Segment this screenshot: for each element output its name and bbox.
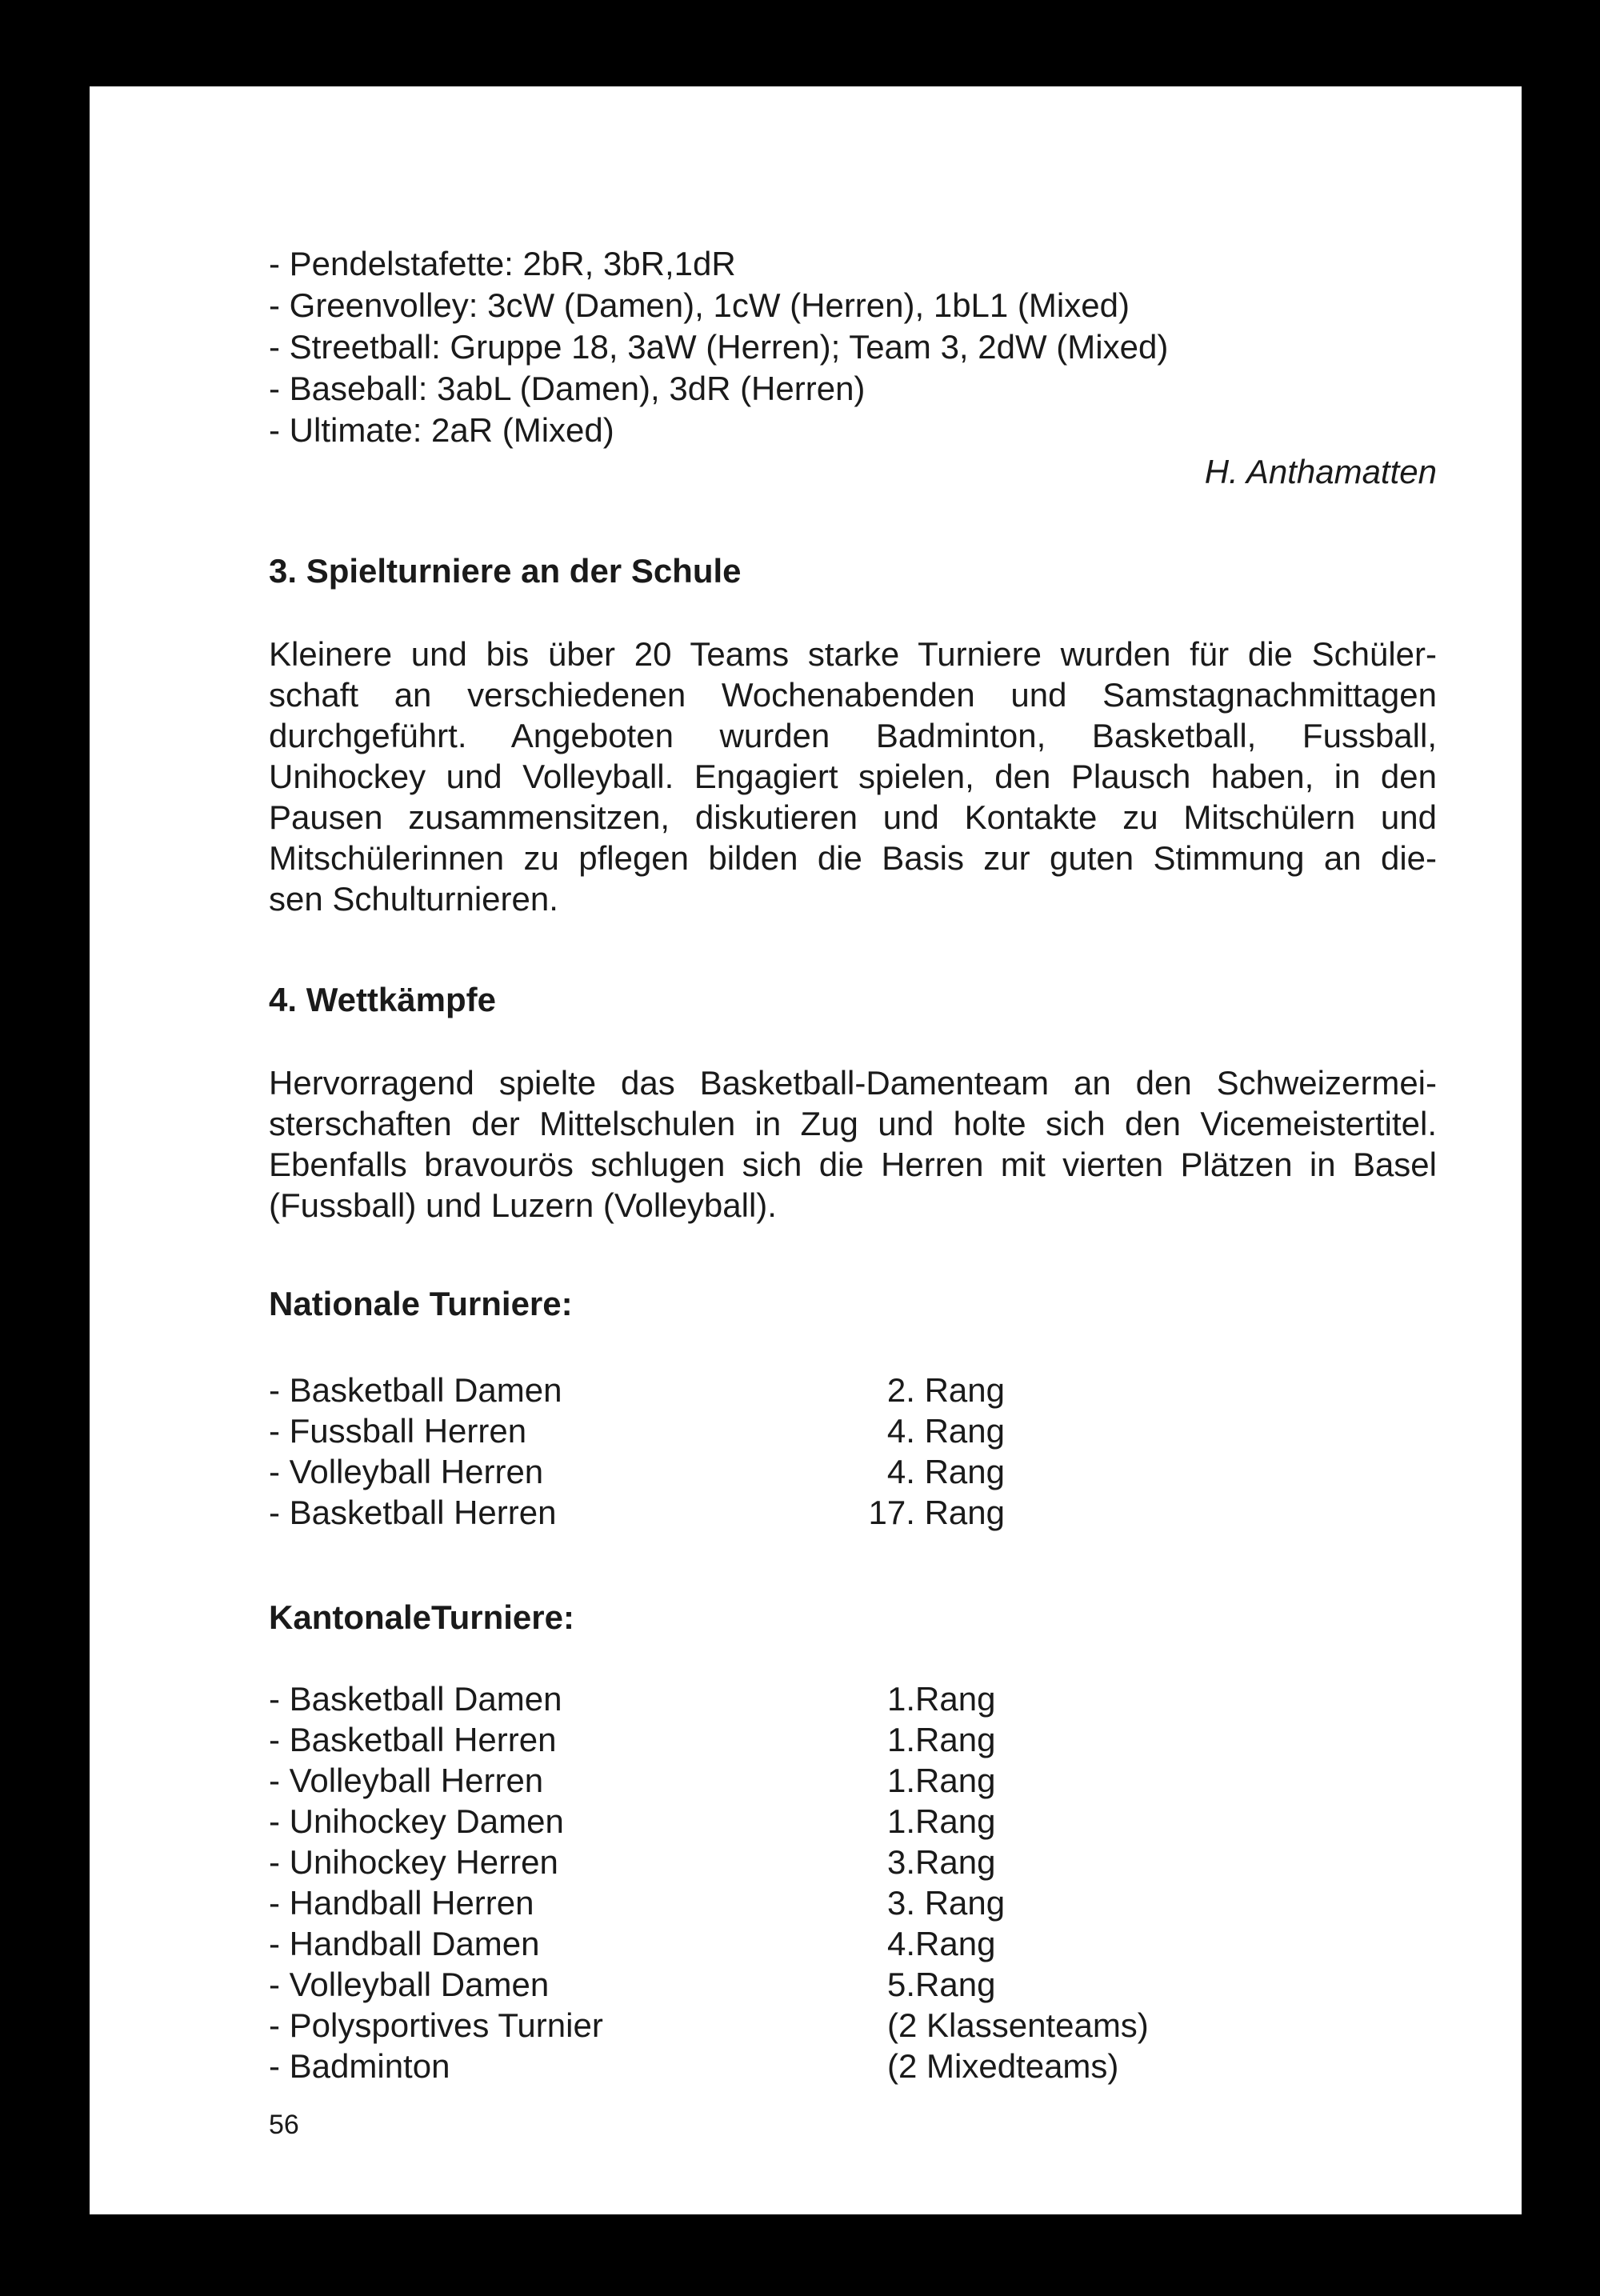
team-rank: (2 Klassenteams) xyxy=(887,2006,1149,2044)
team-rank: 2. Rang xyxy=(886,1371,1005,1409)
team-rank: 17. Rang xyxy=(868,1494,1005,1531)
section-heading: 4. Wettkämpfe xyxy=(269,981,496,1018)
paragraph-line: schaft an verschiedenen Wochenabenden und Samstagnachmittagen xyxy=(269,676,1437,714)
team-name: - Polysportives Turnier xyxy=(269,2006,603,2044)
team-rank: 1.Rang xyxy=(887,1762,996,1799)
team-name: - Basketball Damen xyxy=(269,1371,562,1409)
paragraph-line: Ebenfalls bravourös schlugen sich die Herren mit vierten Plätzen in Basel xyxy=(269,1146,1437,1183)
result-row xyxy=(269,1882,1437,1923)
result-row xyxy=(269,1370,1437,1410)
result-row xyxy=(269,1923,1437,1964)
paragraph xyxy=(269,634,1437,919)
result-row xyxy=(269,1801,1437,1842)
subsection-heading: KantonaleTurniere: xyxy=(269,1598,574,1636)
team-rank: 1.Rang xyxy=(887,1802,996,1840)
result-row xyxy=(269,1842,1437,1882)
team-name: - Handball Damen xyxy=(269,1925,540,1962)
paragraph-line: (Fussball) und Luzern (Volleyball). xyxy=(269,1186,777,1224)
team-name: - Volleyball Damen xyxy=(269,1966,550,2003)
team-name: - Handball Herren xyxy=(269,1884,534,1922)
paragraph-line: Hervorragend spielte das Basketball-Damenteam an den Schweizermei- xyxy=(269,1064,1437,1102)
paragraph-line: durchgeführt. Angeboten wurden Badminton, Basketball, Fussball, xyxy=(269,717,1437,754)
team-name: - Basketball Herren xyxy=(269,1494,557,1531)
team-rank: 4. Rang xyxy=(886,1412,1005,1450)
team-rank: 3.Rang xyxy=(887,1843,996,1881)
team-name: - Volleyball Herren xyxy=(269,1762,544,1799)
section-heading: 3. Spielturniere an der Schule xyxy=(269,552,742,590)
paragraph-line: Mitschülerinnen zu pflegen bilden die Basis zur guten Stimmung an die- xyxy=(269,839,1437,877)
team-rank: 5.Rang xyxy=(887,1966,996,2003)
result-row xyxy=(269,1964,1437,2005)
result-row xyxy=(269,1678,1437,1719)
team-name: - Volleyball Herren xyxy=(269,1453,544,1490)
list-item: - Ultimate: 2aR (Mixed) xyxy=(269,411,614,449)
team-name: - Basketball Herren xyxy=(269,1721,557,1758)
team-rank: 4.Rang xyxy=(887,1925,996,1962)
team-name: - Basketball Damen xyxy=(269,1680,562,1718)
result-row xyxy=(269,2005,1437,2046)
result-row xyxy=(269,2046,1437,2086)
team-name: - Badminton xyxy=(269,2047,450,2085)
result-row xyxy=(269,1492,1437,1533)
team-name: - Unihockey Herren xyxy=(269,1843,558,1881)
paragraph-line: sen Schulturnieren. xyxy=(269,880,558,918)
paragraph xyxy=(269,1062,1437,1226)
page-number: 56 xyxy=(269,2110,299,2140)
team-name: - Unihockey Damen xyxy=(269,1802,564,1840)
list-item: - Pendelstafette: 2bR, 3bR,1dR xyxy=(269,245,736,282)
list-item: - Streetball: Gruppe 18, 3aW (Herren); Team 3, 2dW (Mixed) xyxy=(269,328,1169,366)
subsection-heading: Nationale Turniere: xyxy=(269,1285,573,1322)
list-item: - Greenvolley: 3cW (Damen), 1cW (Herren), 1bL1 (Mixed) xyxy=(269,286,1130,324)
author-signature: H. Anthamatten xyxy=(1204,453,1437,490)
result-row xyxy=(269,1410,1437,1451)
paragraph-line: Pausen zusammensitzen, diskutieren und Kontakte zu Mitschülern und xyxy=(269,798,1437,836)
paragraph-line: sterschaften der Mittelschulen in Zug und holte sich den Vicemeistertitel. xyxy=(269,1105,1437,1142)
result-row xyxy=(269,1451,1437,1492)
team-rank: 4. Rang xyxy=(886,1453,1005,1490)
result-row xyxy=(269,1760,1437,1801)
team-rank: 3. Rang xyxy=(887,1884,1006,1922)
result-row xyxy=(269,1719,1437,1760)
team-rank: (2 Mixedteams) xyxy=(887,2047,1119,2085)
document-page xyxy=(90,86,1522,2214)
team-rank: 1.Rang xyxy=(887,1680,996,1718)
team-name: - Fussball Herren xyxy=(269,1412,527,1450)
paragraph-line: Unihockey und Volleyball. Engagiert spielen, den Plausch haben, in den xyxy=(269,758,1437,795)
list-item: - Baseball: 3abL (Damen), 3dR (Herren) xyxy=(269,370,866,407)
team-rank: 1.Rang xyxy=(887,1721,996,1758)
paragraph-line: Kleinere und bis über 20 Teams starke Turniere wurden für die Schüler- xyxy=(269,635,1437,673)
